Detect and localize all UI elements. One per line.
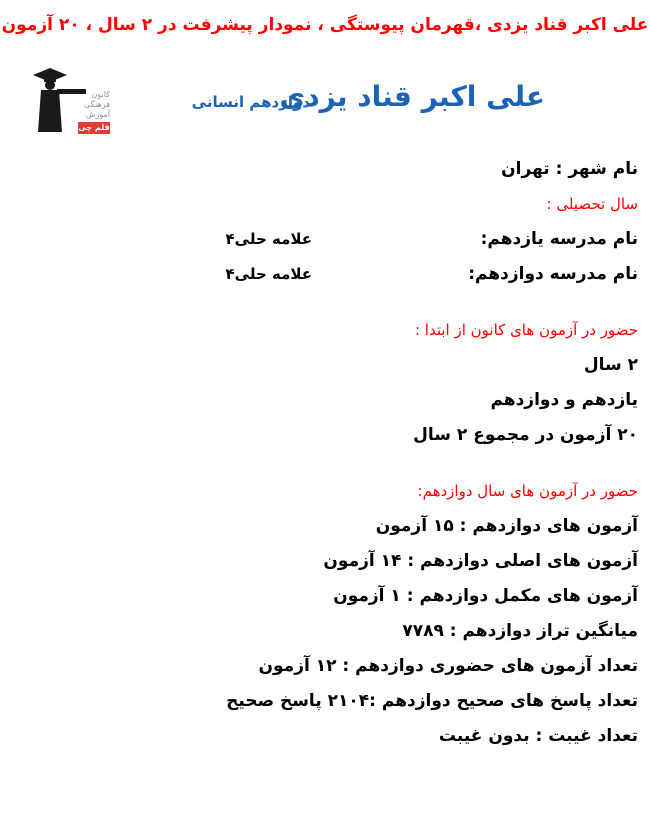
grade12-stat-line: آزمون های دوازدهم : ۱۵ آزمون <box>375 516 638 536</box>
page-title: علی اکبر قناد یزدی ،قهرمان پیوستگی ، نمودار پیشرفت در ۲ سال ، ۲۰ آزمون <box>1 15 649 35</box>
student-name: علی اکبر قناد یزدی <box>279 80 545 113</box>
grade12-stat-line: آزمون های مکمل دوازدهم : ۱ آزمون <box>333 586 638 606</box>
attendance-total-heading: حضور در آزمون های کانون از ابتدا : <box>414 321 638 339</box>
logo-org-line: آموزش <box>85 110 110 119</box>
grade12-stat-line: میانگین تراز دوازدهم : ۷۷۸۹ <box>402 621 638 641</box>
kanoon-logo <box>30 68 114 140</box>
student-grade-field: دوازدهم انسانی <box>191 93 310 111</box>
logo-org-line: فرهنگی <box>84 100 110 109</box>
grade12-stat-line: تعداد غیبت : بدون غیبت <box>438 726 638 746</box>
attendance-grade12-heading: حضور در آزمون های سال دوازدهم: <box>417 482 638 500</box>
kanoon-logo-text <box>76 90 110 134</box>
academic-year-label: سال تحصیلی : <box>546 195 638 213</box>
attendance-total-line: یازدهم و دوازدهم <box>490 390 638 410</box>
grade12-stat-line: تعداد پاسخ های صحیح دوازدهم :۲۱۰۴ پاسخ صحیح <box>226 691 638 711</box>
attendance-total-line: ۲ سال <box>583 355 638 375</box>
attendance-total-line: ۲۰ آزمون در مجموع ۲ سال <box>413 425 638 445</box>
grade12-stat-line: آزمون های اصلی دوازدهم : ۱۴ آزمون <box>323 551 638 571</box>
logo-brand-badge: قلم چی <box>78 123 110 132</box>
logo-org-line: کانون <box>91 90 110 99</box>
grade12-stat-line: تعداد آزمون های حضوری دوازدهم : ۱۲ آزمون <box>258 656 638 676</box>
school11-label: نام مدرسه یازدهم: <box>480 229 638 249</box>
school12-label: نام مدرسه دوازدهم: <box>468 264 638 284</box>
school11-row <box>15 228 638 250</box>
school11-value: علامه حلی۴ <box>225 230 312 248</box>
city-line: نام شهر : تهران <box>501 159 638 179</box>
school12-value: علامه حلی۴ <box>225 265 312 283</box>
school12-row <box>15 263 638 285</box>
report-body <box>15 158 638 760</box>
